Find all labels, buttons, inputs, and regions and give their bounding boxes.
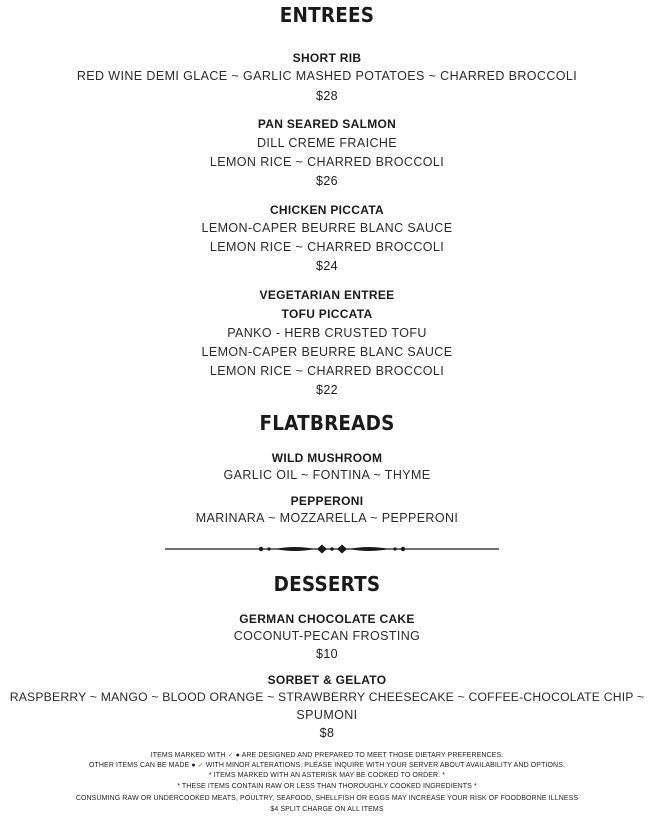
menu-item-description: MARINARA ~ MOZZARELLA ~ PEPPERONI (195, 511, 459, 525)
footnote-text: WITH MINOR ALTERATIONS. PLEASE INQUIRE WITH YOUR SERVER ABOUT AVAILABILITY AND OPTIONS. (205, 762, 566, 769)
menu-item-price: $28 (315, 89, 339, 103)
footnote-consuming-raw: CONSUMING RAW OR UNDERCOOKED MEATS, POULTRY, SEAFOOD, SHELLFISH OR EGGS MAY INCREASE YOUR RISK OF FOODBORNE ILLNESS (75, 795, 579, 802)
gf-icon: ● (235, 752, 240, 759)
menu-item-price: $24 (315, 259, 339, 273)
leaf-icon: ✓ (197, 762, 204, 769)
menu-item-name: GERMAN CHOCOLATE CAKE (239, 612, 415, 626)
footnote-dietary (0, 752, 654, 760)
menu-item-name: SORBET & GELATO (267, 673, 387, 687)
section-title-desserts: DESSERTS (273, 572, 381, 596)
menu-item-description: LEMON RICE ~ CHARRED BROCCOLI (209, 240, 445, 254)
menu-item-description: LEMON RICE ~ CHARRED BROCCOLI (209, 364, 445, 378)
menu-item-description: LEMON RICE ~ CHARRED BROCCOLI (209, 155, 445, 169)
menu-item-name: TOFU PICCATA (281, 307, 373, 321)
footnote-alterations (0, 762, 654, 770)
menu-item-name: PEPPERONI (290, 494, 364, 508)
menu-item-description: PANKO - HERB CRUSTED TOFU (227, 326, 427, 340)
menu-item-description: COCONUT-PECAN FROSTING (233, 629, 421, 643)
section-title-entrees: ENTREES (279, 3, 375, 27)
menu-item-description: GARLIC OIL ~ FONTINA ~ THYME (223, 468, 431, 482)
footnote-text: ITEMS MARKED WITH (150, 752, 226, 759)
footnote-raw: * THESE ITEMS CONTAIN RAW OR LESS THAN THOROUGHLY COOKED INGREDIENTS * (177, 783, 477, 790)
footnote-split-charge: $4 SPLIT CHARGE ON ALL ITEMS (270, 806, 384, 813)
footnote-asterisk: * ITEMS MARKED WITH AN ASTERISK MAY BE COOKED TO ORDER. * (208, 772, 446, 779)
menu-category-label: VEGETARIAN ENTREE (259, 288, 395, 302)
gf-icon: ● (191, 762, 196, 769)
menu-item-description: SPUMONI (296, 708, 358, 722)
footnote-text: ARE DESIGNED AND PREPARED TO MEET THOSE DIETARY PREFERENCES. (241, 752, 504, 759)
menu-item-description: RASPBERRY ~ MANGO ~ BLOOD ORANGE ~ STRAWBERRY CHEESECAKE ~ COFFEE-CHOCOLATE CHIP ~ (9, 690, 645, 704)
section-title-flatbreads: FLATBREADS (259, 411, 395, 435)
menu-item-description: LEMON-CAPER BEURRE BLANC SAUCE (201, 221, 453, 235)
menu-item-price: $26 (315, 174, 339, 188)
menu-item-description: LEMON-CAPER BEURRE BLANC SAUCE (201, 345, 453, 359)
menu-item-name: PAN SEARED SALMON (257, 117, 397, 131)
menu-item-name: CHICKEN PICCATA (269, 203, 385, 217)
menu-item-description: DILL CREME FRAICHE (256, 136, 398, 150)
leaf-icon: ✓ (227, 752, 234, 759)
footnote-text: OTHER ITEMS CAN BE MADE (88, 762, 190, 769)
menu-item-name: SHORT RIB (292, 51, 362, 65)
menu-item-price: $8 (319, 726, 335, 740)
menu-item-name: WILD MUSHROOM (271, 451, 383, 465)
menu-item-description: RED WINE DEMI GLACE ~ GARLIC MASHED POTATOES ~ CHARRED BROCCOLI (76, 69, 578, 83)
menu-item-price: $22 (315, 383, 339, 397)
ornamental-divider-icon (165, 542, 499, 556)
menu-item-price: $10 (315, 647, 339, 661)
